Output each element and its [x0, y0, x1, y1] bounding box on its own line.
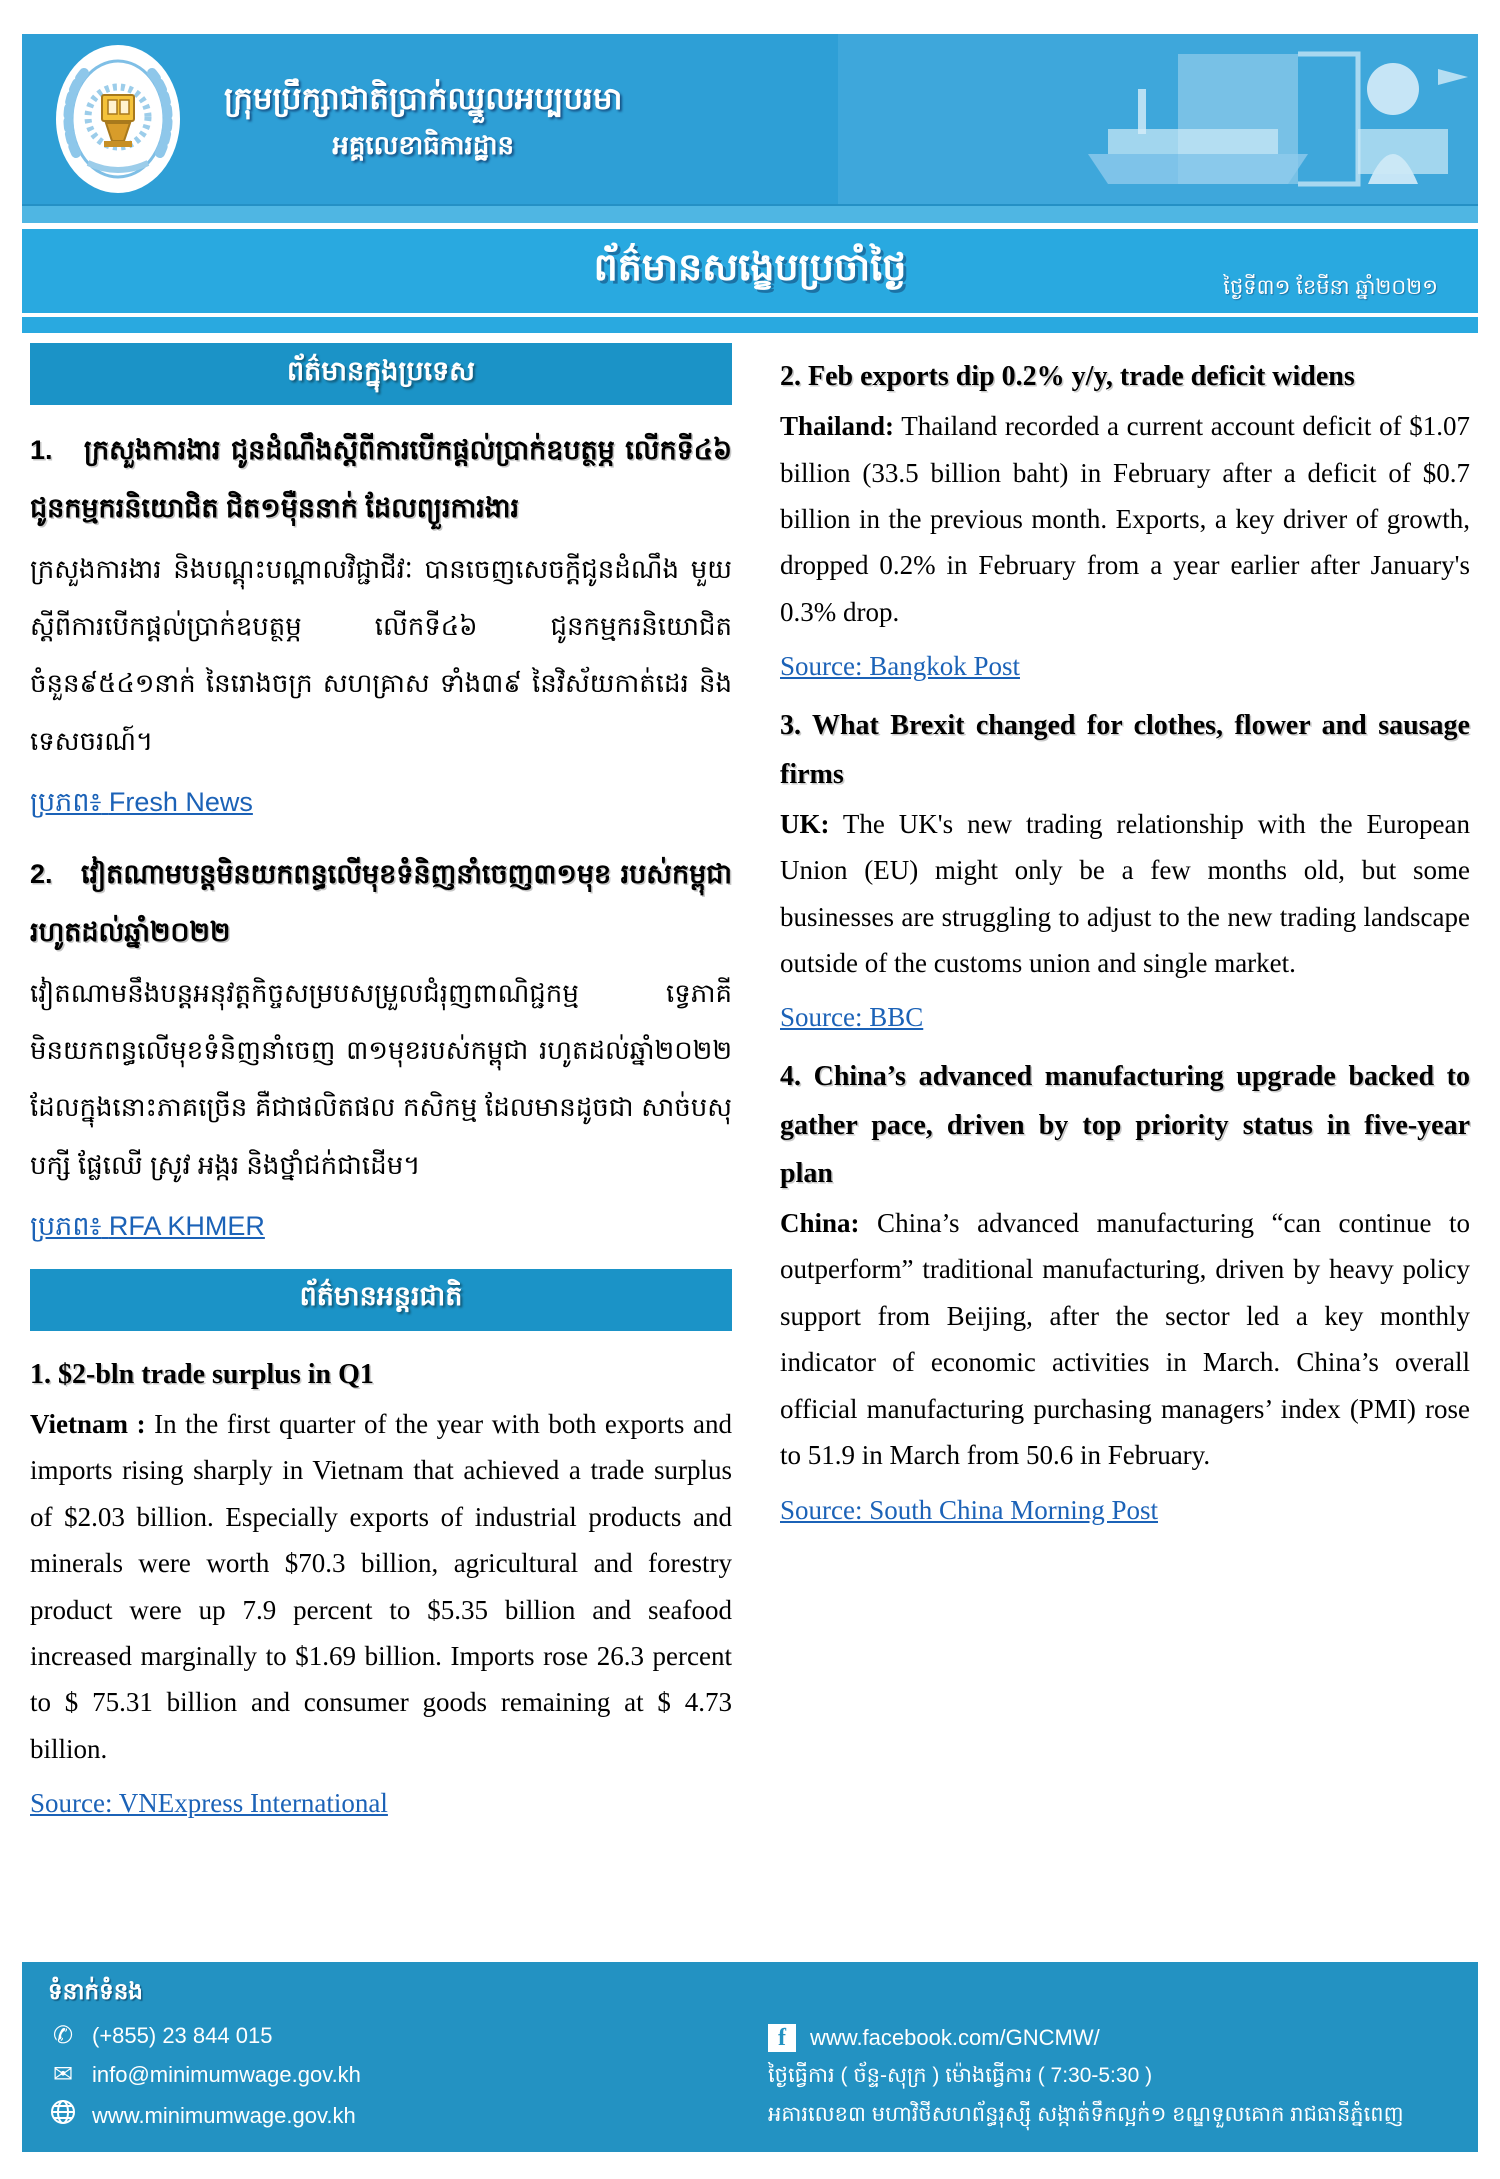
- website-row: [48, 2099, 750, 2132]
- article-source: [780, 1002, 1470, 1033]
- article-heading: 2. Feb exports dip 0.2% y/y, trade deficit widens: [780, 361, 1355, 392]
- source-link-scmp[interactable]: Source: South China Morning Post: [780, 1494, 1159, 1525]
- section-international-title: ព័ត៌មានអន្តរជាតិ: [299, 1281, 463, 1312]
- working-hours: ថ្ងៃធ្វើការ ( ច័ន្ទ-សុក្រ ) ម៉ោងធ្វើការ ( 7:30-5:30 ): [768, 2064, 1153, 2087]
- phone-row: [48, 2021, 750, 2050]
- article-text: The UK's new trading relationship with the European Union (EU) might only be a few months old, but some businesses are struggling to adjust to the new trading landscape outside of the customs union and single market.: [780, 808, 1470, 978]
- organization-name-line2: អគ្គលេខាធិការដ្ឋាន: [332, 129, 514, 160]
- article-body: [30, 1401, 732, 1773]
- article-source: [30, 1788, 732, 1819]
- article-title: ក្រសួងការងារ ជូនដំណឹងស្ដីពីការបើកផ្ដល់ប្រាក់ឧបត្ថម្ភ លើកទី៤៦ ជូនកម្មករនិយោជិត ជិត១ម៉ឺននាក់ ដែលព្យួរការងារ: [30, 435, 732, 524]
- phone-number: (+855) 23 844 015: [92, 2022, 273, 2048]
- source-label: ប្រភព៖: [30, 786, 102, 817]
- international-article-3: [780, 702, 1470, 1033]
- source-link-vnexpress[interactable]: Source: VNExpress International: [30, 1788, 388, 1819]
- article-text: In the first quarter of the year with both exports and imports rising sharply in Vietnam that achieved a trade surplus of $2.03 billion. Especially exports of industrial products and minerals were worth $70.3 billion, agricultural and forestry product were up 7.9 percent to $5.35 billion and seafood increased marginally to $1.69 billion. Imports rose 26.3 percent to $ 75.31 billion and consumer goods remaining at $ 4.73 billion.: [30, 1408, 732, 1764]
- globe-icon: [48, 2099, 78, 2132]
- facebook-url[interactable]: www.facebook.com/GNCMW/: [810, 2025, 1100, 2050]
- footer-contact-block: [22, 1962, 750, 2152]
- article-lead: UK:: [780, 808, 830, 839]
- article-lead: Thailand:: [780, 411, 895, 442]
- article-body: [780, 801, 1470, 987]
- section-domestic-news: [30, 343, 732, 405]
- section-domestic-title: ព័ត៌មានក្នុងប្រទេស: [287, 355, 475, 386]
- source-link-bangkok-post[interactable]: Source: Bangkok Post: [780, 651, 1020, 682]
- article-text: Thailand recorded a current account deficit of $1.07 billion (33.5 billion baht) in February after a deficit of $0.7 billion in the previous month. Exports, a key driver of growth, dropped 0.2% in February from a year earlier after January's 0.3% drop.: [780, 411, 1470, 627]
- article-heading: [30, 421, 732, 537]
- source-link-bbc[interactable]: Source: BBC: [780, 1002, 924, 1033]
- article-body: ក្រសួងការងារ និងបណ្ដុះបណ្ដាលវិជ្ជាជីវៈ បានចេញសេចក្ដីជូនដំណឹង មួយស្ដីពីការបើកផ្ដល់ប្រាក់ឧបត្ថម្ភ លើកទី៤៦ ជូនកម្មករនិយោជិត ចំនួន៩៥៤១នាក់ នៃរោងចក្រ សហគ្រាស ទាំង៣៩ នៃវិស័យកាត់ដេរ និងទេសចរណ៍។: [30, 554, 732, 756]
- article-text: China’s advanced manufacturing “can continue to outperform” traditional manufacturing, driven by heavy policy support from Beijing, after the sector led a key monthly indicator of economic activities in March. China’s overall official manufacturing purchasing managers’ index (PMI) rose to 51.9 in March from 50.6 in February.: [780, 1207, 1470, 1471]
- header: [22, 34, 1478, 204]
- envelope-icon: ✉: [52, 2061, 74, 2088]
- article-source: [30, 786, 732, 825]
- article-lead: China:: [780, 1207, 860, 1238]
- office-address: អគារលេខ៣ មហាវិថីសហព័ន្ធរុស្ស៊ី សង្កាត់ទឹកល្អក់១ ខណ្ឌទួលគោក រាជធានីភ្នំពេញ: [768, 2103, 1404, 2126]
- facebook-row: [768, 2024, 1478, 2052]
- issue-date: ថ្ងៃទី៣១ ខែមីនា ឆ្នាំ២០២១: [1223, 276, 1438, 299]
- international-article-1: [30, 1351, 732, 1820]
- international-article-2: [780, 353, 1470, 682]
- section-international-news: [30, 1269, 732, 1331]
- article-heading: 3. What Brexit changed for clothes, flower and sausage firms: [780, 710, 1470, 790]
- international-article-4: [780, 1053, 1470, 1525]
- article-source: [780, 651, 1470, 682]
- article-heading: [30, 845, 732, 961]
- email-row: [48, 2060, 750, 2089]
- banner-underline-strip: [22, 317, 1478, 333]
- source-name: Fresh News: [108, 786, 253, 817]
- newsletter-title: ព័ត៌មានសង្ខេបប្រចាំថ្ងៃ: [593, 247, 907, 289]
- newsletter-page: [0, 34, 1500, 2179]
- source-label: ប្រភព៖: [30, 1210, 102, 1241]
- domestic-article-1: [30, 421, 732, 825]
- article-body: [780, 1200, 1470, 1479]
- domestic-article-2: [30, 845, 732, 1249]
- article-source: [780, 1495, 1470, 1526]
- article-title: វៀតណាមបន្តមិនយកពន្ធលើមុខទំនិញនាំចេញ៣១មុខ របស់កម្ពុជារហូតដល់ឆ្នាំ២០២២: [30, 858, 732, 947]
- phone-icon: ✆: [52, 2022, 74, 2049]
- article-heading: 4. China’s advanced manufacturing upgrade backed to gather pace, driven by top priority status in five-year plan: [780, 1061, 1470, 1189]
- title-banner: [22, 229, 1478, 313]
- article-number: 1.: [30, 435, 53, 465]
- footer: [22, 1962, 1478, 2152]
- footer-social-block: [750, 1962, 1478, 2152]
- website-url[interactable]: www.minimumwage.gov.kh: [92, 2102, 356, 2128]
- left-column: [30, 343, 732, 1833]
- port-scene-photo: [838, 34, 1478, 204]
- header-bottom-strip: [22, 204, 1478, 223]
- article-body: [780, 403, 1470, 635]
- organization-name: [224, 73, 622, 165]
- right-column: [780, 343, 1470, 1833]
- article-body: វៀតណាមនឹងបន្តអនុវត្តកិច្ចសម្របសម្រួលជំរុញពាណិជ្ជកម្ម ទ្វេភាគី មិនយកពន្ធលើមុខទំនិញនាំចេញ ៣១មុខរបស់កម្ពុជា រហូតដល់ឆ្នាំ២០២២ ដែលក្នុងនោះភាគច្រើន គឺជាផលិតផល កសិកម្ម ដែលមានដូចជា សាច់បសុបក្សី ផ្លែឈើ ស្រូវ អង្ករ និងថ្នាំជក់ជាដើម។: [30, 977, 732, 1180]
- organization-logo: [54, 43, 182, 195]
- main-content: [30, 343, 1470, 1833]
- contact-heading: ទំនាក់ទំនង: [48, 1978, 143, 2004]
- facebook-icon: f: [768, 2024, 796, 2052]
- article-source: [30, 1210, 732, 1249]
- article-heading: 1. $2-bln trade surplus in Q1: [30, 1358, 374, 1390]
- organization-name-line1: ក្រុមប្រឹក្សាជាតិប្រាក់ឈ្នួលអប្បបរមា: [224, 81, 623, 117]
- article-lead: Vietnam :: [30, 1408, 146, 1439]
- article-number: 2.: [30, 858, 53, 889]
- source-link-fresh-news[interactable]: [30, 787, 253, 817]
- source-name: RFA KHMER: [108, 1210, 265, 1241]
- email-address[interactable]: info@minimumwage.gov.kh: [92, 2061, 361, 2087]
- source-link-rfa-khmer[interactable]: [30, 1211, 265, 1241]
